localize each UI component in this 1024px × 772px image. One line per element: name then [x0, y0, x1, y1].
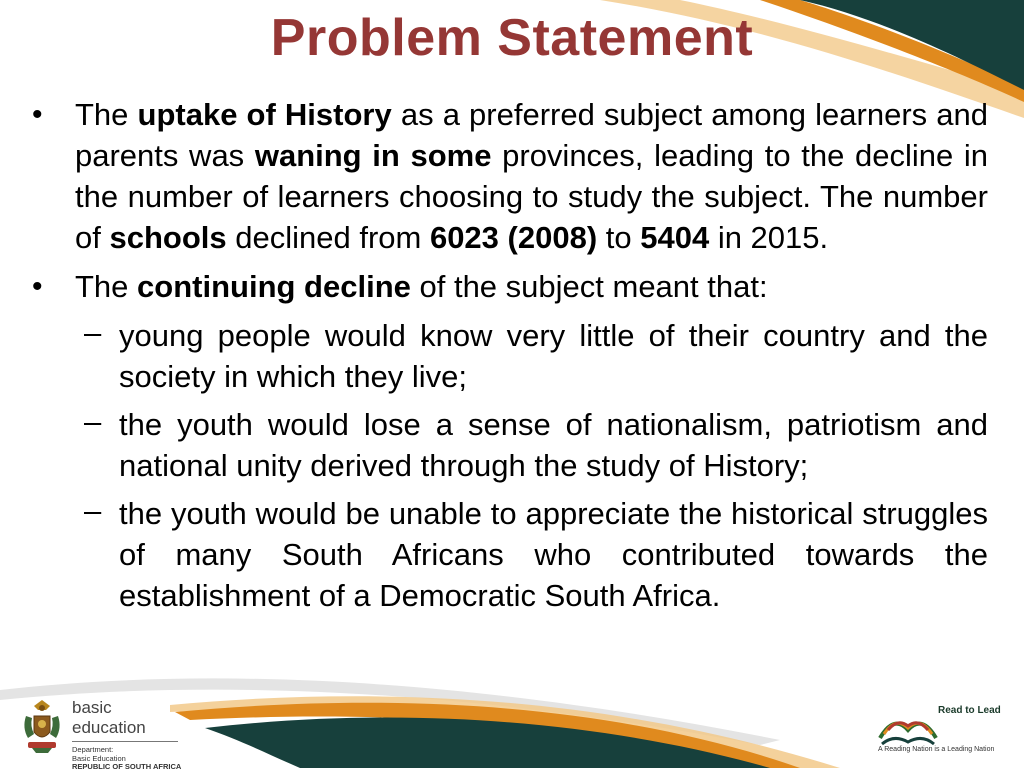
sub-bullet-text: the youth would lose a sense of nationalism, patriotism and national unity derived through the study of History; [119, 407, 988, 483]
dbe-logo [20, 698, 181, 772]
slide-title: Problem Statement [270, 9, 754, 67]
sub-bullet-item [30, 315, 988, 397]
bullet-emphasis: 5404 [640, 220, 710, 255]
bullet-text: provinces, leading to the decline in the number of learners choosing to study the subject. The number of [75, 138, 988, 255]
dbe-name: basic education [72, 698, 178, 742]
sub-bullet-marker: – [84, 315, 102, 350]
campaign-tagline: A Reading Nation is a Leading Nation [878, 746, 995, 753]
bullet-text: The [75, 97, 138, 132]
dbe-country: REPUBLIC OF SOUTH AFRICA [72, 762, 182, 771]
sub-bullet-item [30, 493, 988, 616]
bullet-emphasis: continuing decline [137, 269, 411, 304]
sub-bullet-text: young people would know very little of their country and the society in which they live; [119, 318, 988, 394]
sub-bullet-item [30, 404, 988, 486]
open-book-icon [876, 704, 940, 750]
sub-bullet-text: the youth would be unable to appreciate the historical struggles of many South Africans who contributed towards the establishment of a Democratic South Africa. [119, 496, 988, 613]
bullet-marker: • [32, 98, 43, 131]
bullet-item [30, 266, 988, 307]
bullet-emphasis: 6023 (2008) [429, 220, 598, 255]
bullet-list [30, 94, 988, 623]
dbe-department-name: Basic Education [72, 753, 126, 763]
coat-of-arms-icon [20, 698, 64, 754]
bullet-text: The [75, 269, 138, 304]
bullet-marker: • [32, 270, 43, 303]
bullet-text: in 2015. [709, 220, 829, 255]
campaign-title: Read to Lead [938, 705, 1001, 716]
sub-bullet-marker: – [84, 493, 102, 528]
dbe-department-label: Department: [72, 745, 114, 754]
bullet-emphasis: waning in some [254, 138, 492, 173]
read-to-lead-logo [874, 700, 1006, 760]
bullet-emphasis: schools [109, 220, 227, 255]
bullet-text: to [597, 220, 641, 255]
bullet-emphasis: uptake of History [137, 97, 392, 132]
bullet-text: declined from [226, 220, 430, 255]
dbe-text-block [72, 698, 181, 772]
sub-bullet-marker: – [84, 404, 102, 439]
bullet-item [30, 94, 988, 258]
bullet-text: of the subject meant that: [410, 269, 768, 304]
bullet-text: as a preferred subject among learners and parents was [75, 97, 988, 173]
